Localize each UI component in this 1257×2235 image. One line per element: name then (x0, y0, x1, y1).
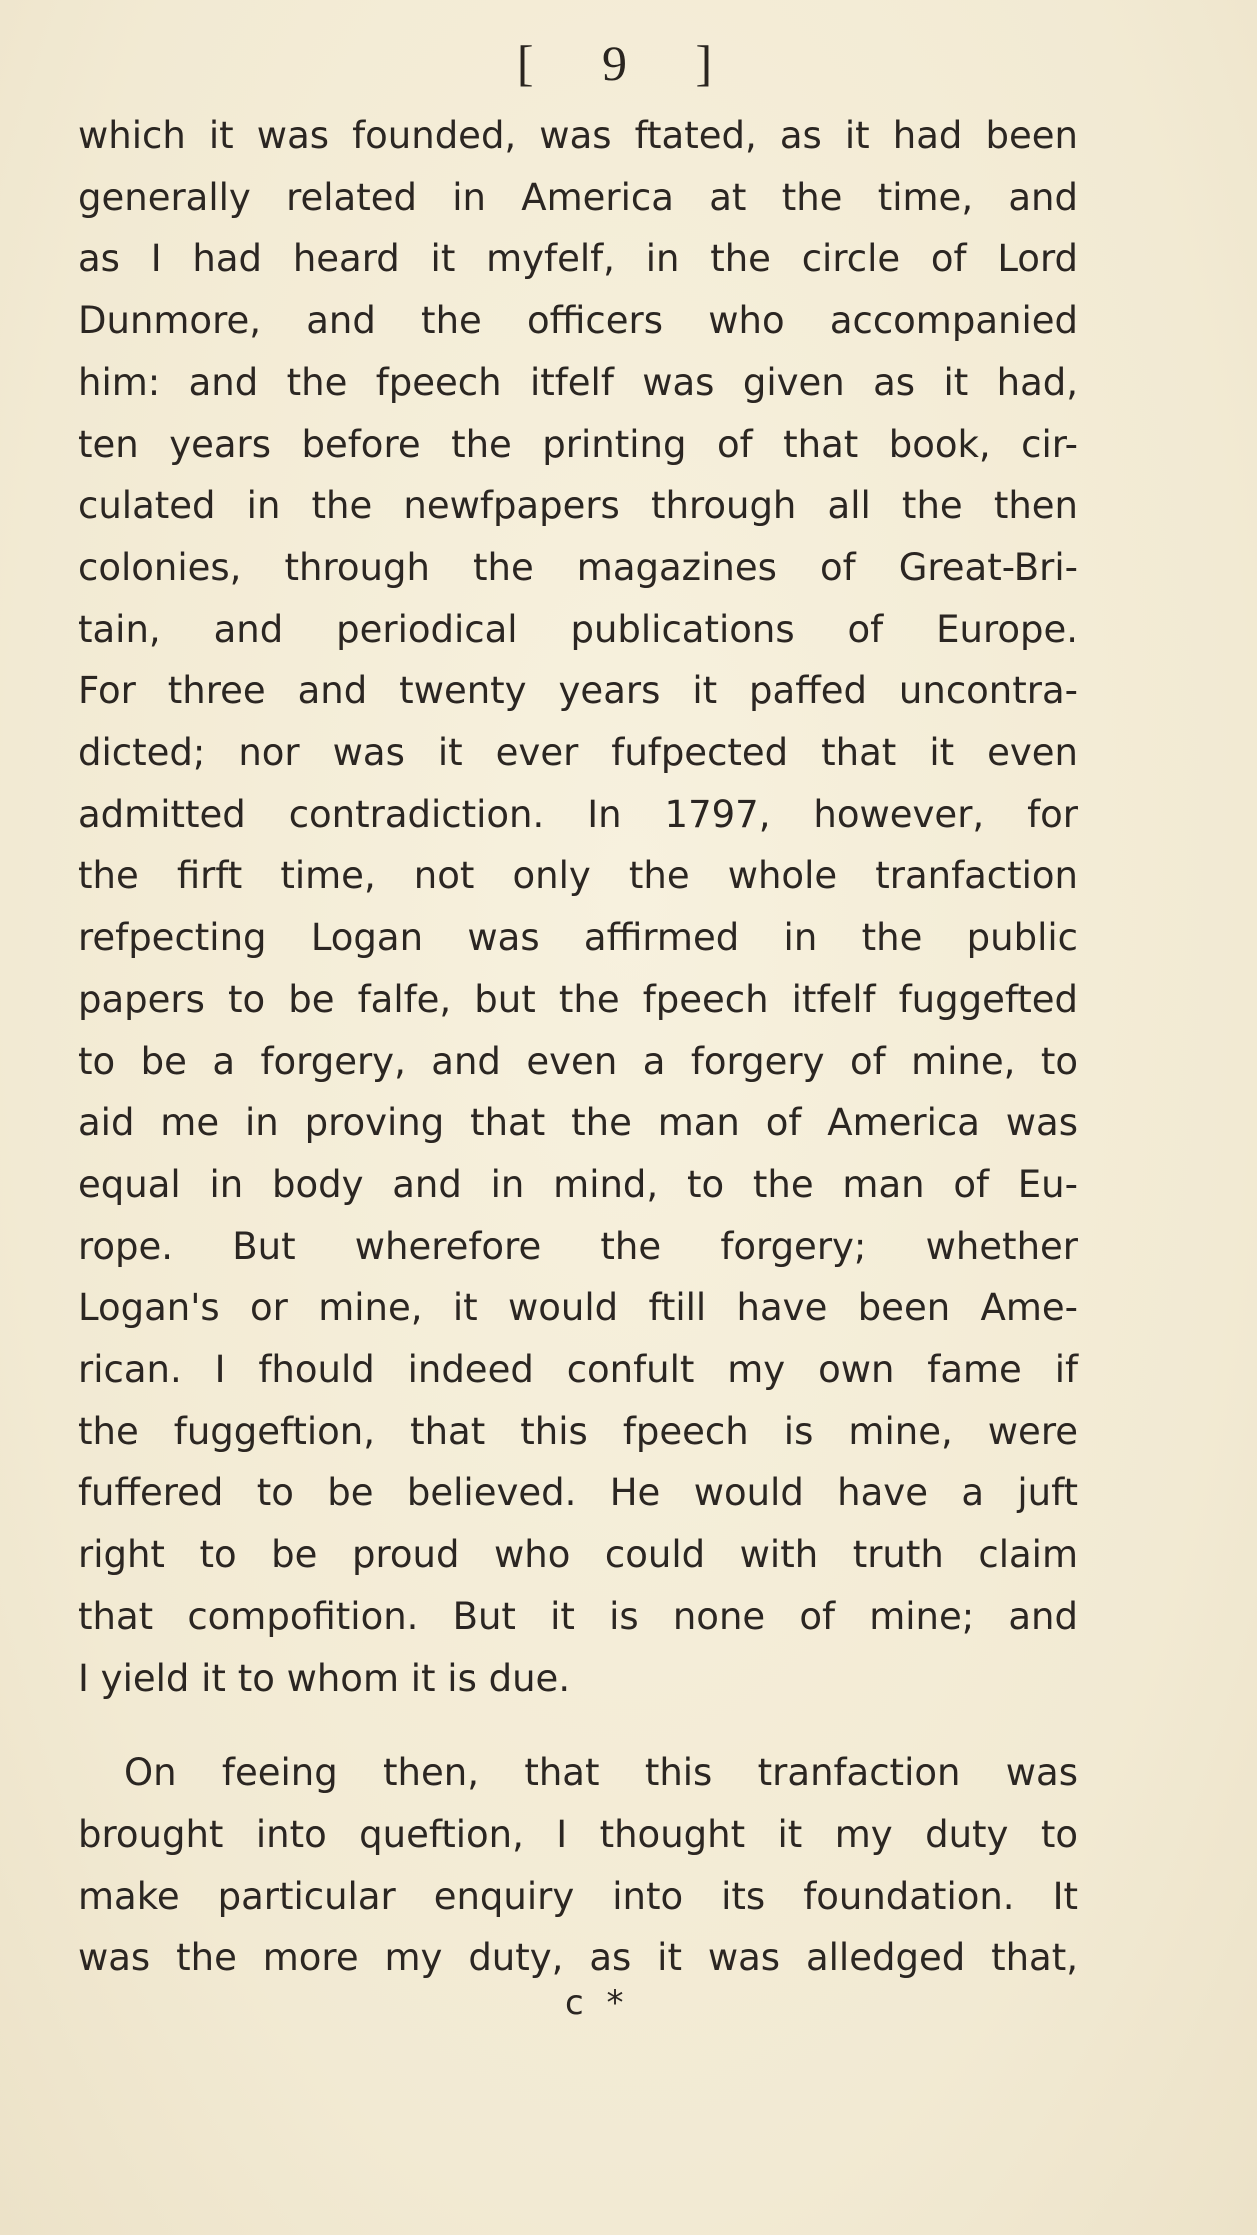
text-line: culated in the newfpapers through all the then (78, 484, 1078, 528)
text-line: that compofition. But it is none of mine; and (78, 1594, 1078, 1638)
paragraph-2 (78, 1742, 1078, 1989)
text-line: refpecting Logan was affirmed in the public (78, 916, 1078, 960)
text-line: make particular enquiry into its foundation. It (78, 1874, 1078, 1918)
page-body (78, 105, 1078, 1989)
text-line: rican. I fhould indeed confult my own fame if (78, 1348, 1078, 1392)
text-line: brought into queftion, I thought it my duty to (78, 1812, 1078, 1856)
text-line: For three and twenty years it paffed uncontra- (78, 669, 1078, 713)
text-line: On feeing then, that this tranfaction was (124, 1751, 1078, 1795)
text-line: rope. But wherefore the forgery; whether (78, 1224, 1078, 1268)
text-line: dicted; nor was it ever fufpected that it even (78, 731, 1078, 775)
signature-mark: c * (565, 1983, 630, 2023)
page-number: [ 9 ] (516, 35, 741, 91)
text-line: I yield it to whom it is due. (78, 1656, 571, 1700)
text-line: Logan's or mine, it would ftill have been Ame- (78, 1286, 1078, 1330)
text-line: him: and the fpeech itfelf was given as it had, (78, 360, 1078, 404)
text-line: which it was founded, was ftated, as it had been (78, 114, 1078, 157)
paragraph-1 (78, 105, 1078, 1709)
text-line: papers to be falfe, but the fpeech itfelf fuggefted (78, 977, 1078, 1021)
text-line: was the more my duty, as it was alledged that, (78, 1936, 1078, 1980)
text-line: Dunmore, and the officers who accompanied (78, 299, 1078, 343)
text-line: aid me in proving that the man of America was (78, 1101, 1078, 1145)
text-line: the fuggeftion, that this fpeech is mine, were (78, 1409, 1078, 1453)
text-line: admitted contradiction. In 1797, however, for (78, 792, 1078, 836)
text-line: tain, and periodical publications of Europe. (78, 607, 1078, 651)
text-line: ten years before the printing of that book, cir- (78, 422, 1078, 466)
text-line: colonies, through the magazines of Great-Bri- (78, 545, 1078, 589)
text-line: as I had heard it myfelf, in the circle of Lord (78, 237, 1078, 281)
text-line: generally related in America at the time, and (78, 175, 1078, 219)
text-line: right to be proud who could with truth claim (78, 1533, 1078, 1577)
text-line: equal in body and in mind, to the man of Eu- (78, 1162, 1078, 1206)
text-line: fuffered to be believed. He would have a juft (78, 1471, 1078, 1515)
text-line: the firft time, not only the whole tranfaction (78, 854, 1078, 898)
text-line: to be a forgery, and even a forgery of mine, to (78, 1039, 1078, 1083)
